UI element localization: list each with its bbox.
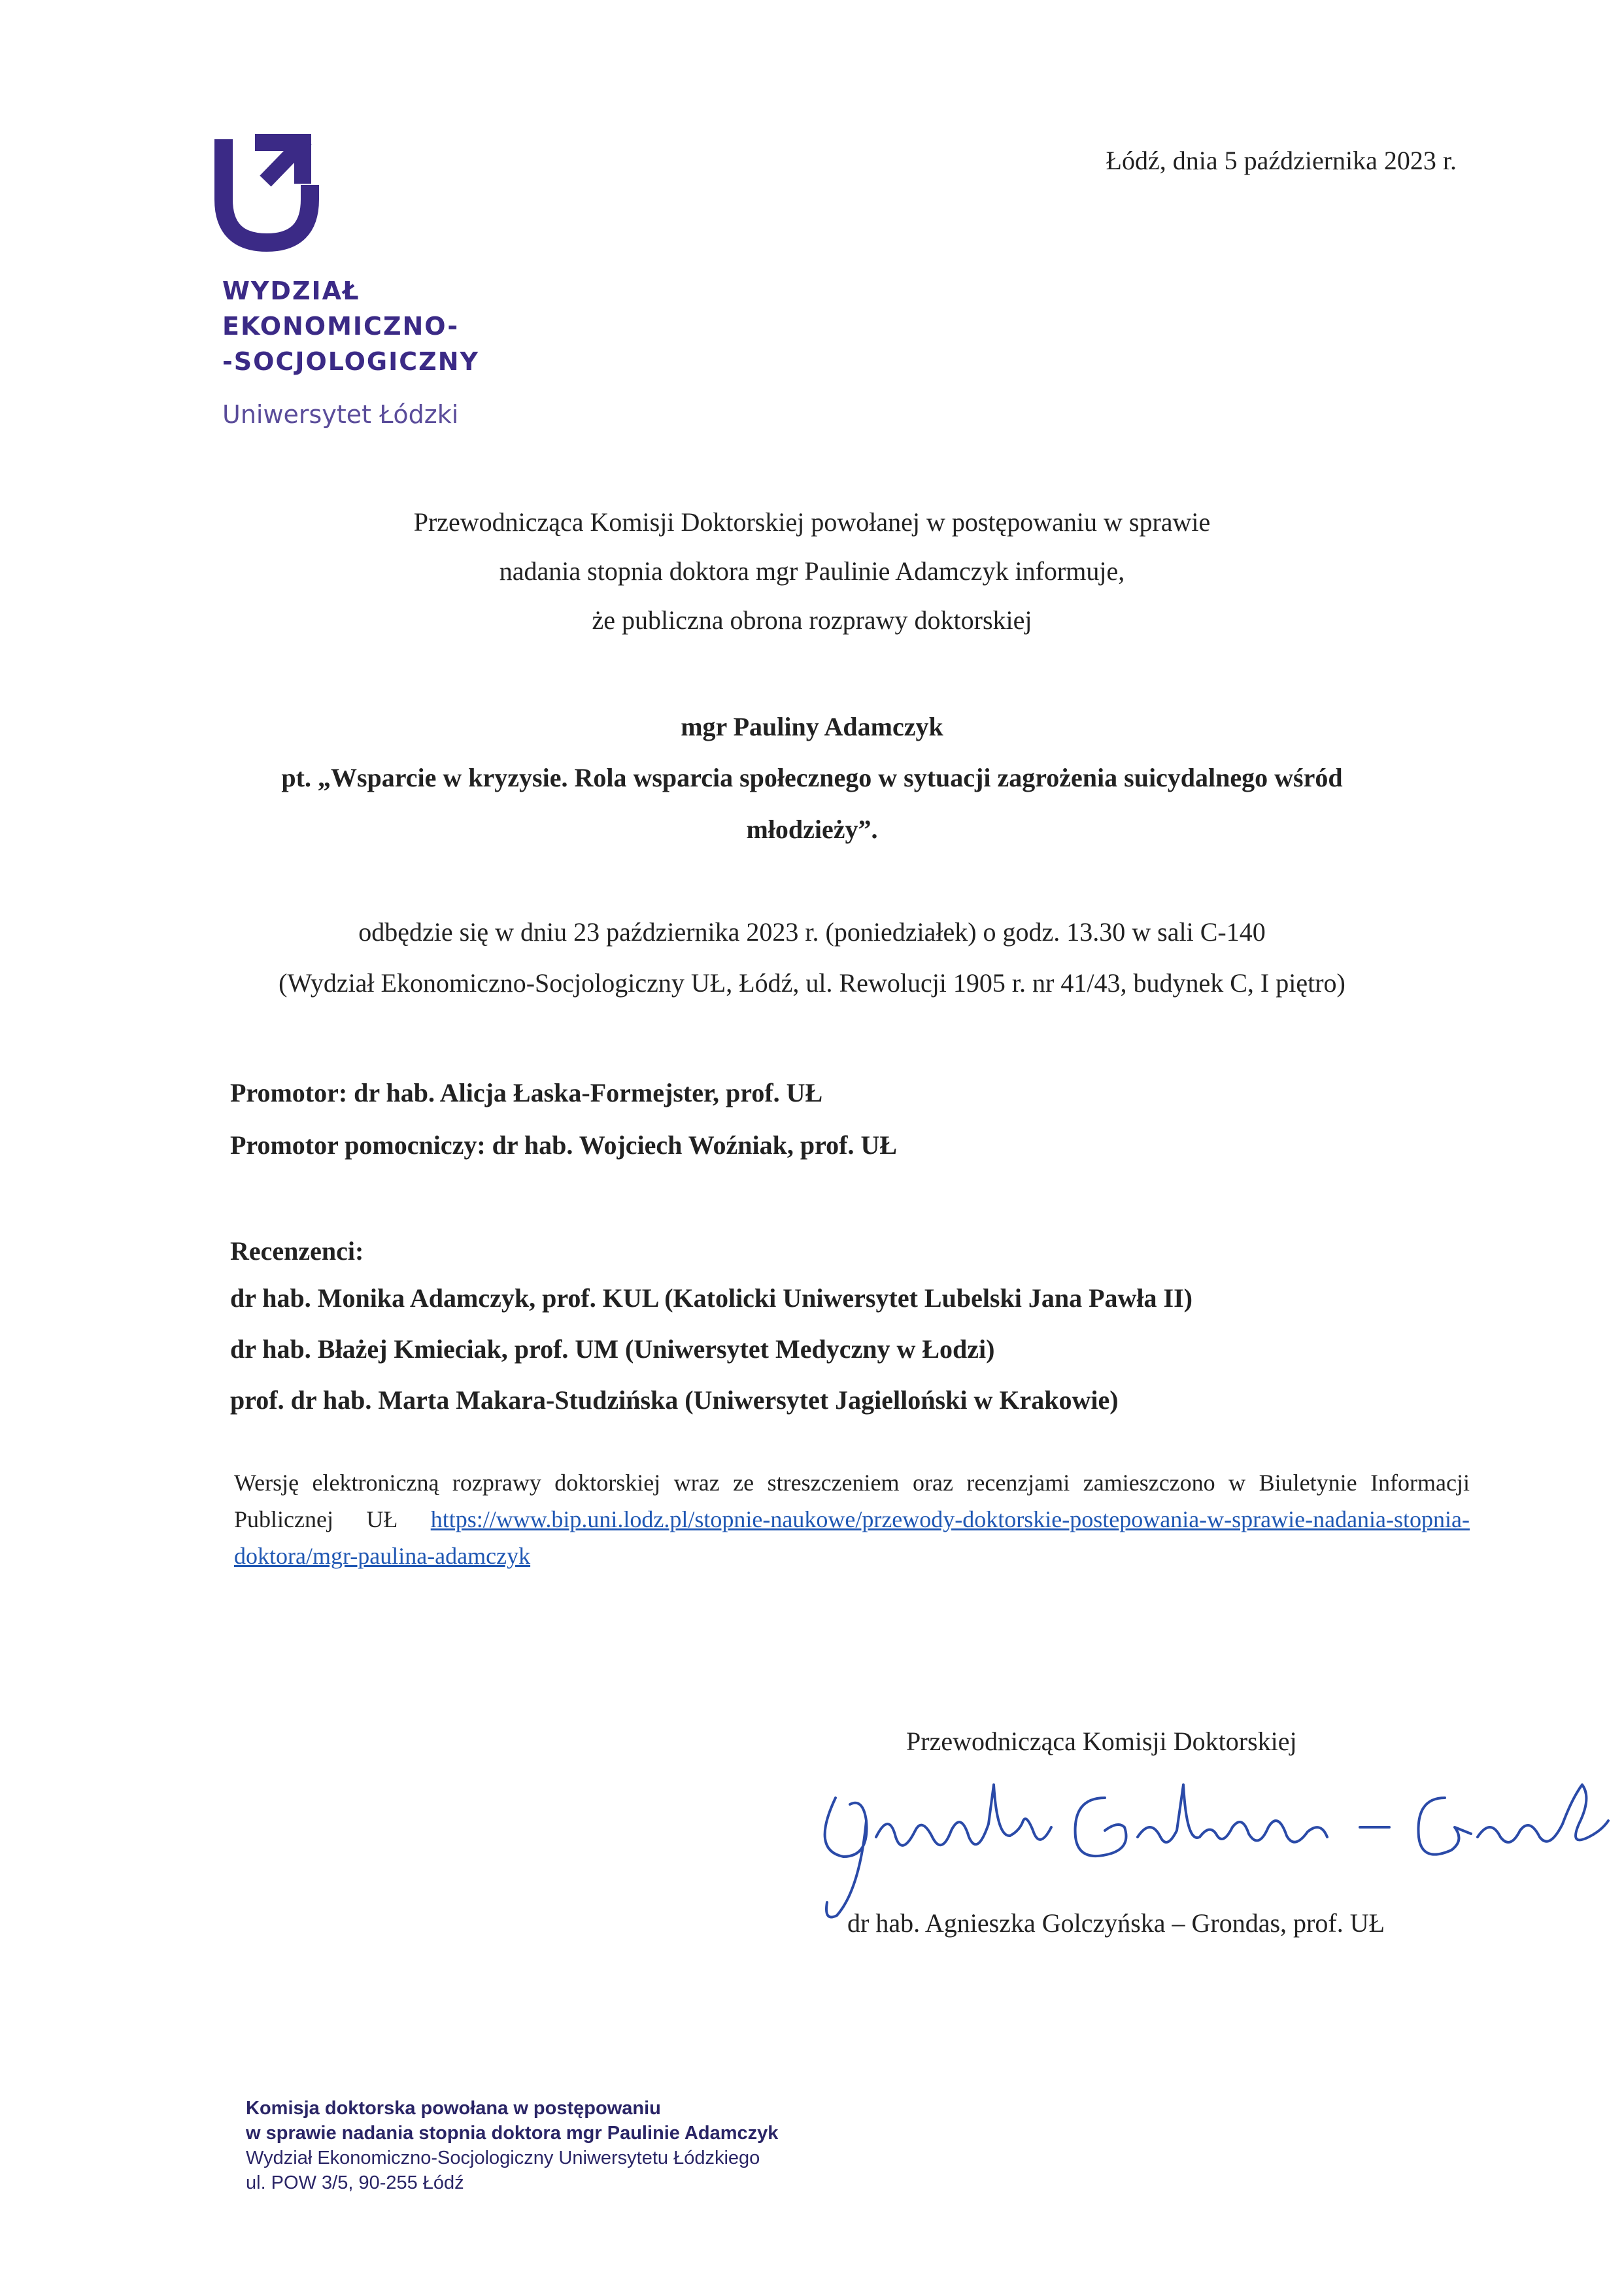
reviewers-heading: Recenzenci: xyxy=(230,1236,364,1266)
reviewer-item: dr hab. Monika Adamczyk, prof. KUL (Katolicki Uniwersytet Lubelski Jana Pawła II) xyxy=(230,1283,1193,1313)
university-logo-icon xyxy=(214,134,319,252)
intro-line-3: że publiczna obrona rozprawy doktorskiej xyxy=(592,605,1032,635)
signatory-title: Przewodnicząca Komisji Doktorskiej xyxy=(906,1727,1297,1756)
thesis-title-line-2: młodzieży”. xyxy=(746,815,878,844)
faculty-name-line3: -SOCJOLOGICZNY xyxy=(222,347,480,376)
intro-line-2: nadania stopnia doktora mgr Paulinie Adamczyk informuje, xyxy=(499,556,1125,586)
reviewer-item: prof. dr hab. Marta Makara-Studzińska (Uniwersytet Jagielloński w Krakowie) xyxy=(230,1385,1119,1415)
electronic-version-notice xyxy=(234,1464,1470,1574)
intro-line-1: Przewodnicząca Komisji Doktorskiej powołanej w postępowaniu w sprawie xyxy=(413,507,1211,537)
handwritten-signature xyxy=(798,1759,1615,1929)
signatory-name: dr hab. Agnieszka Golczyńska – Grondas, prof. UŁ xyxy=(847,1908,1385,1938)
faculty-name-line2: EKONOMICZNO- xyxy=(222,312,460,341)
faculty-name-line1: WYDZIAŁ xyxy=(222,277,360,305)
bip-link[interactable]: https://www.bip.uni.lodz.pl/stopnie-naukowe/przewody-doktorskie-postepowania-w-sprawie-nadania-stopnia-doktora/mgr-paulina-adamczyk xyxy=(234,1506,1470,1569)
university-name: Uniwersytet Łódzki xyxy=(222,400,459,429)
reviewer-item: dr hab. Błażej Kmieciak, prof. UM (Uniwersytet Medyczny w Łodzi) xyxy=(230,1334,995,1364)
promotor: Promotor: dr hab. Alicja Łaska-Formejster, prof. UŁ xyxy=(230,1078,823,1107)
footer-line-4: ul. POW 3/5, 90-255 Łódź xyxy=(246,2172,464,2193)
footer-line-3: Wydział Ekonomiczno-Socjologiczny Uniwersytetu Łódzkiego xyxy=(246,2148,760,2168)
assistant-promotor: Promotor pomocniczy: dr hab. Wojciech Woźniak, prof. UŁ xyxy=(230,1130,898,1160)
thesis-title-line-1: pt. „Wsparcie w kryzysie. Rola wsparcia społecznego w sytuacji zagrożenia suicydalnego wśród xyxy=(281,763,1343,792)
event-date-line: odbędzie się w dniu 23 października 2023 r. (poniedziałek) o godz. 13.30 w sali C-140 xyxy=(358,917,1266,947)
notice-text: Wersję elektroniczną rozprawy doktorskiej wraz ze streszczeniem oraz recenzjami zamieszczono w Biuletynie Informacji Publicznej UŁ xyxy=(234,1470,1470,1532)
event-location-line: (Wydział Ekonomiczno-Socjologiczny UŁ, Łódź, ul. Rewolucji 1905 r. nr 41/43, budynek C, I piętro) xyxy=(279,968,1345,998)
footer-line-1: Komisja doktorska powołana w postępowaniu xyxy=(246,2098,661,2119)
footer-line-2: w sprawie nadania stopnia doktora mgr Paulinie Adamczyk xyxy=(246,2123,779,2144)
document-date: Łódź, dnia 5 października 2023 r. xyxy=(1106,146,1457,175)
candidate-name: mgr Pauliny Adamczyk xyxy=(681,712,943,741)
